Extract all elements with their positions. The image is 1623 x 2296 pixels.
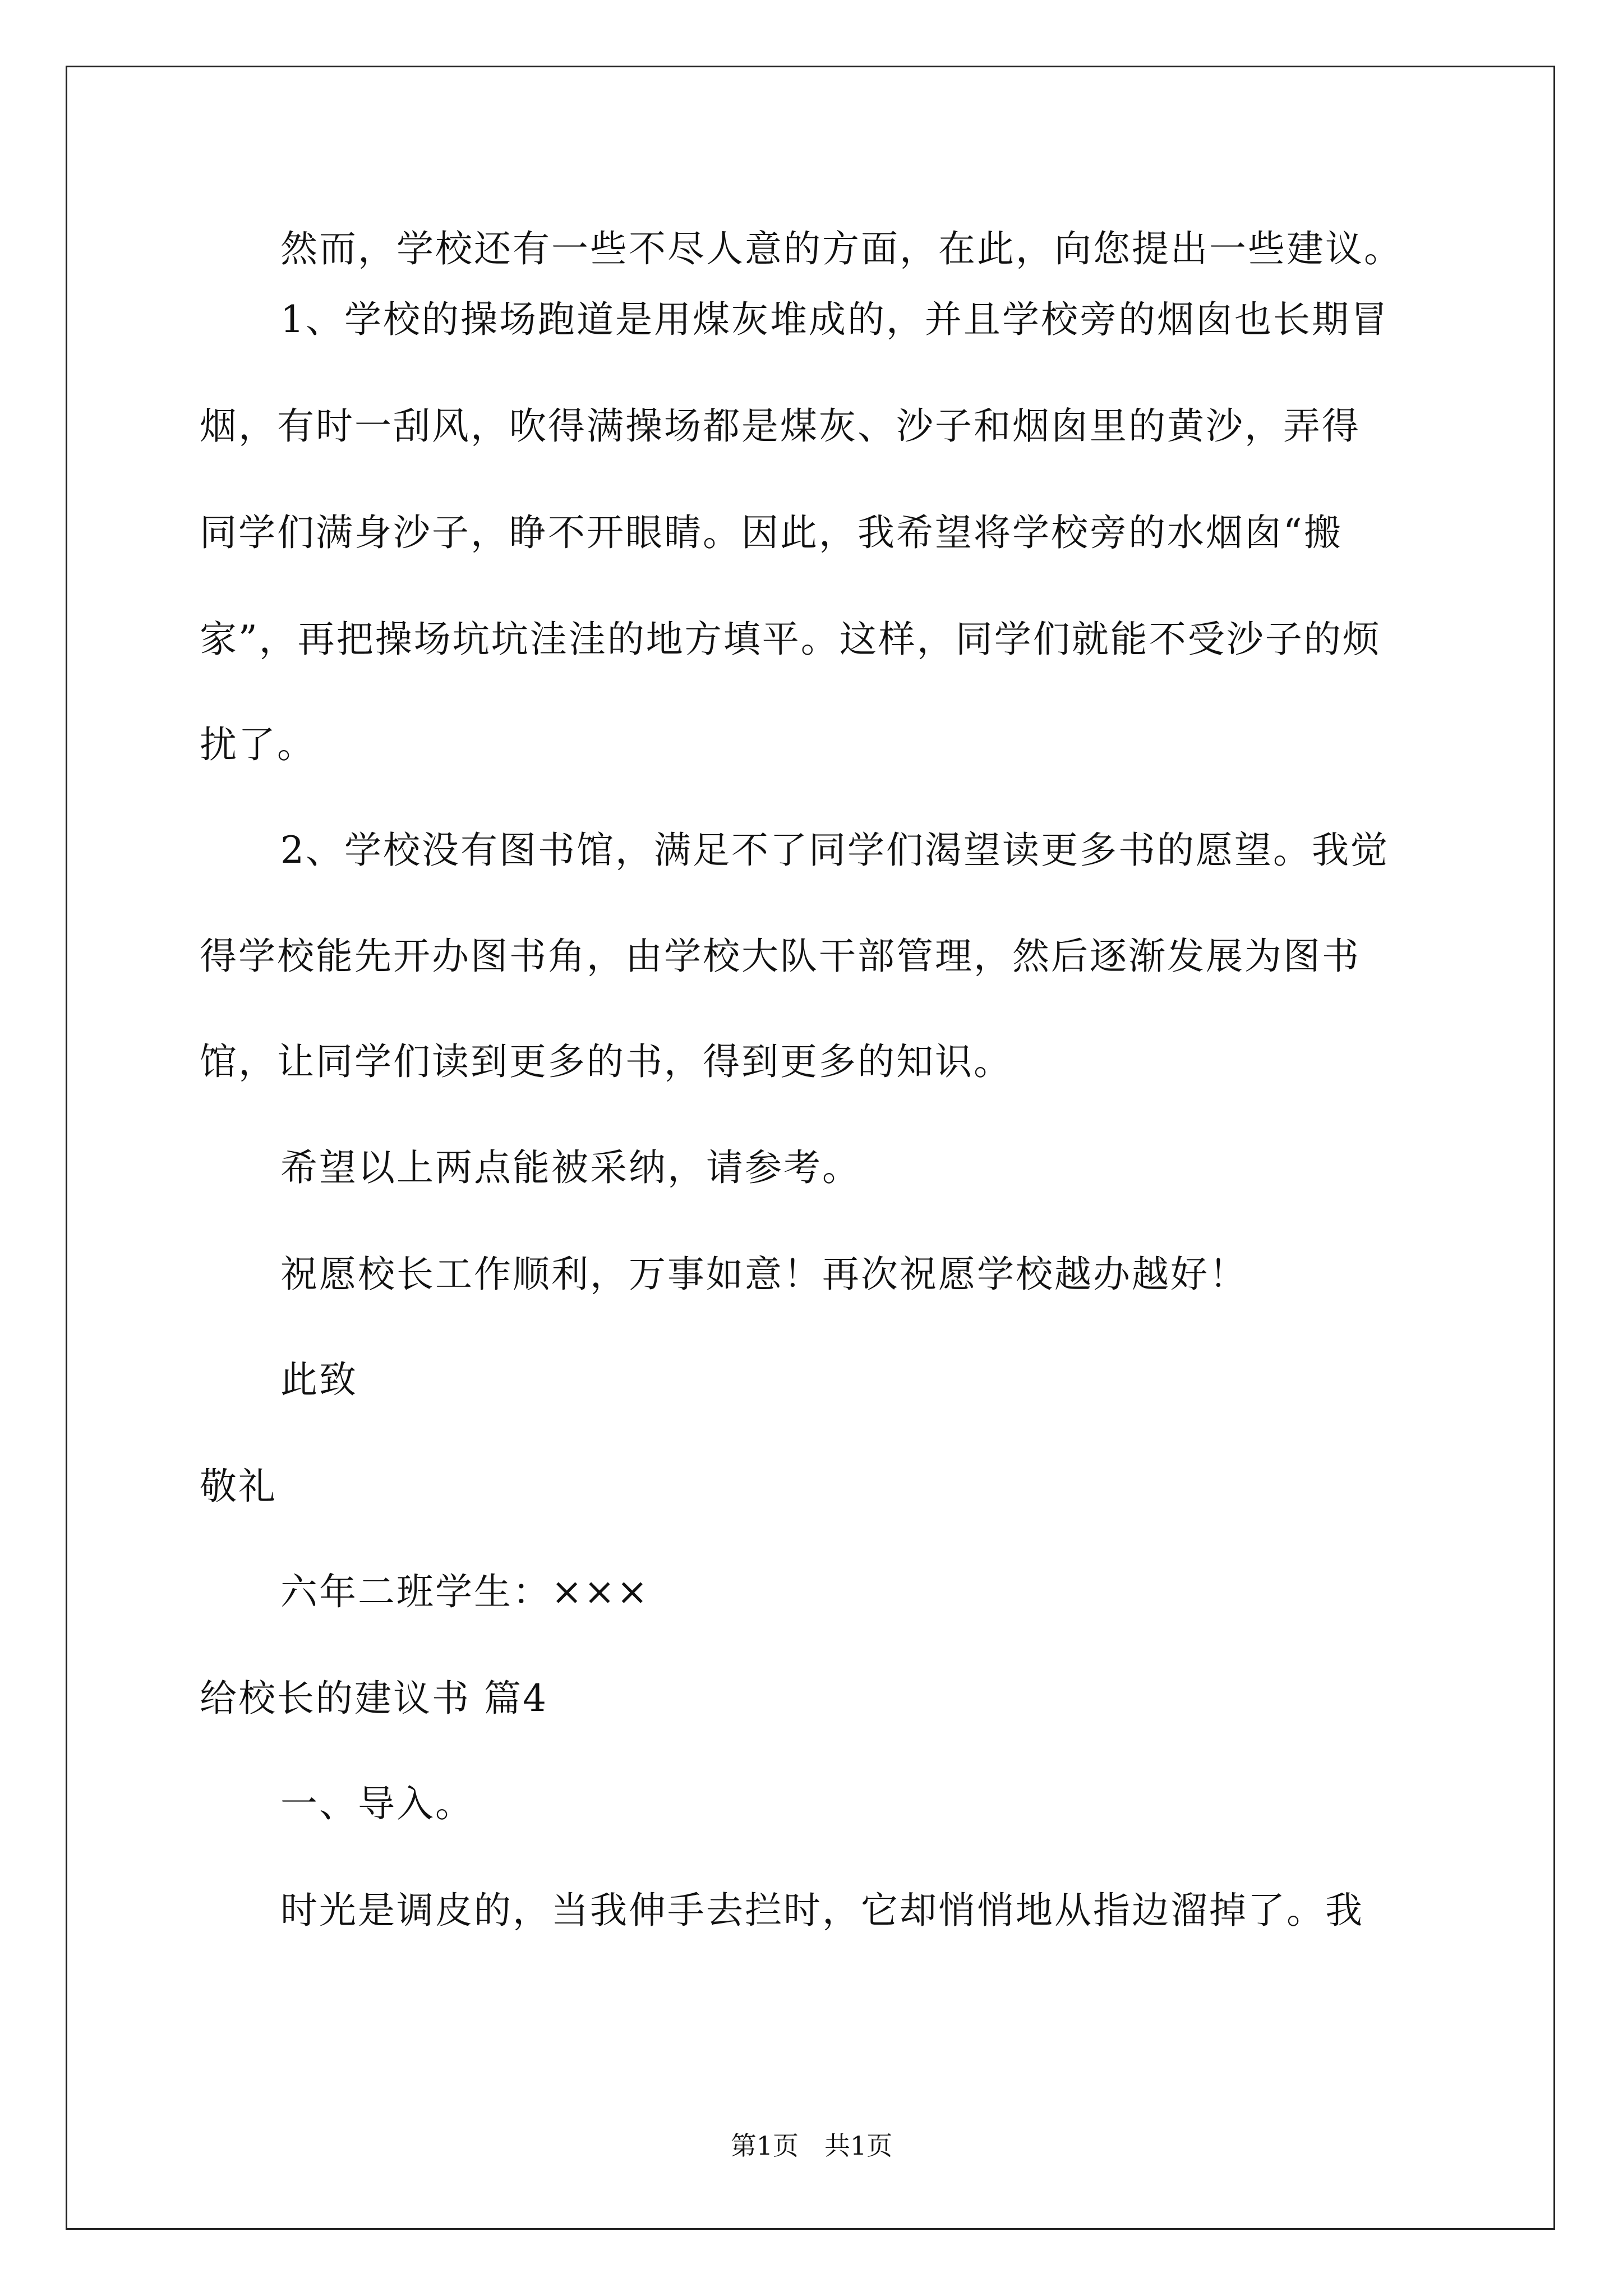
text-line: 祝愿校长工作顺利，万事如意！再次祝愿学校越办越好！ [280, 1253, 1248, 1296]
text-line: 六年二班学生：××× [280, 1570, 649, 1613]
page-footer: 第1页 共1页 [730, 2131, 893, 2161]
text-line: 时光是调皮的，当我伸手去拦时，它却悄悄地从指边溜掉了。我 [280, 1889, 1364, 1932]
text-line: 馆，让同学们读到更多的书，得到更多的知识。 [200, 1040, 1012, 1083]
text-line: 同学们满身沙子，睁不开眼睛。因此，我希望将学校旁的水烟囱“搬 [200, 511, 1343, 554]
section-heading: 给校长的建议书 篇4 [200, 1677, 548, 1720]
text-line: 此致 [280, 1358, 358, 1401]
text-line: 扰了。 [200, 723, 316, 766]
text-line: 2、学校没有图书馆，满足不了同学们渴望读更多书的愿望。我觉 [280, 829, 1389, 872]
text-line: 家”，再把操场坑坑洼洼的地方填平。这样，同学们就能不受沙子的烦 [200, 618, 1381, 661]
text-line: 然而，学校还有一些不尽人意的方面，在此，向您提出一些建议。 [280, 227, 1403, 270]
text-line: 敬礼 [200, 1465, 277, 1508]
text-line: 烟，有时一刮风，吹得满操场都是煤灰、沙子和烟囱里的黄沙，弄得 [200, 404, 1361, 448]
text-line: 1、学校的操场跑道是用煤灰堆成的，并且学校旁的烟囱也长期冒 [280, 298, 1389, 341]
text-line: 希望以上两点能被采纳，请参考。 [280, 1146, 861, 1189]
text-line: 得学校能先开办图书角，由学校大队干部管理，然后逐渐发展为图书 [200, 935, 1361, 978]
text-line: 一、导入。 [280, 1782, 474, 1825]
